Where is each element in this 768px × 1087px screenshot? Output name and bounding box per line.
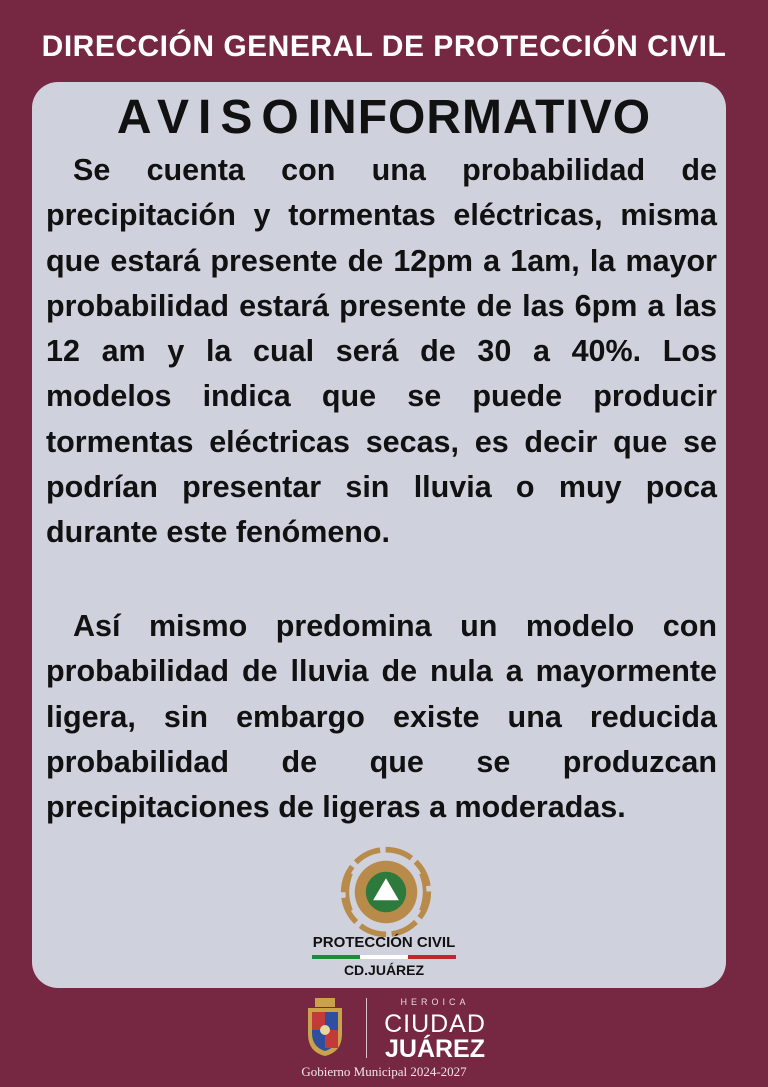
heroica-label: HEROICA (400, 997, 470, 1007)
notice-paragraph-2: Así mismo predomina un modelo con probabilidad de lluvia de nula a mayormente ligera, sin embargo existe una reducida probabilidad de que se produzcan precipitaciones de ligeras a moderadas. (46, 609, 717, 825)
proteccion-civil-subtitle: CD.JUÁREZ (343, 962, 425, 978)
notice-title (0, 90, 768, 145)
juarez-label: JUÁREZ (384, 1035, 485, 1063)
header-title: DIRECCIÓN GENERAL DE PROTECCIÓN CIVIL (41, 30, 727, 63)
ciudad-label: CIUDAD (384, 1010, 486, 1038)
notice-paragraph-1: Se cuenta con una probabilidad de precipitación y tormentas eléctricas, misma que estará presente de 12pm a 1am, la mayor probabilidad estará presente de las 6pm a las 12 am y la cual será de 30 a 40%. Los modelos indica que se puede producir tormentas eléctricas secas, es decir que se podrían presentar sin lluvia o muy poca durante este fenómeno. (46, 153, 717, 550)
proteccion-civil-title: PROTECCIÓN CIVIL (312, 934, 456, 951)
flag-stripe (312, 955, 456, 959)
notice-title-informativo: INFORMATIVO (307, 91, 652, 144)
footer-divider (366, 998, 367, 1058)
notice-title-aviso: AVISO (116, 91, 308, 144)
city-coat-of-arms-icon (302, 996, 348, 1058)
civil-protection-emblem-icon (340, 846, 432, 938)
government-label: Gobierno Municipal 2024-2027 (301, 1064, 467, 1079)
